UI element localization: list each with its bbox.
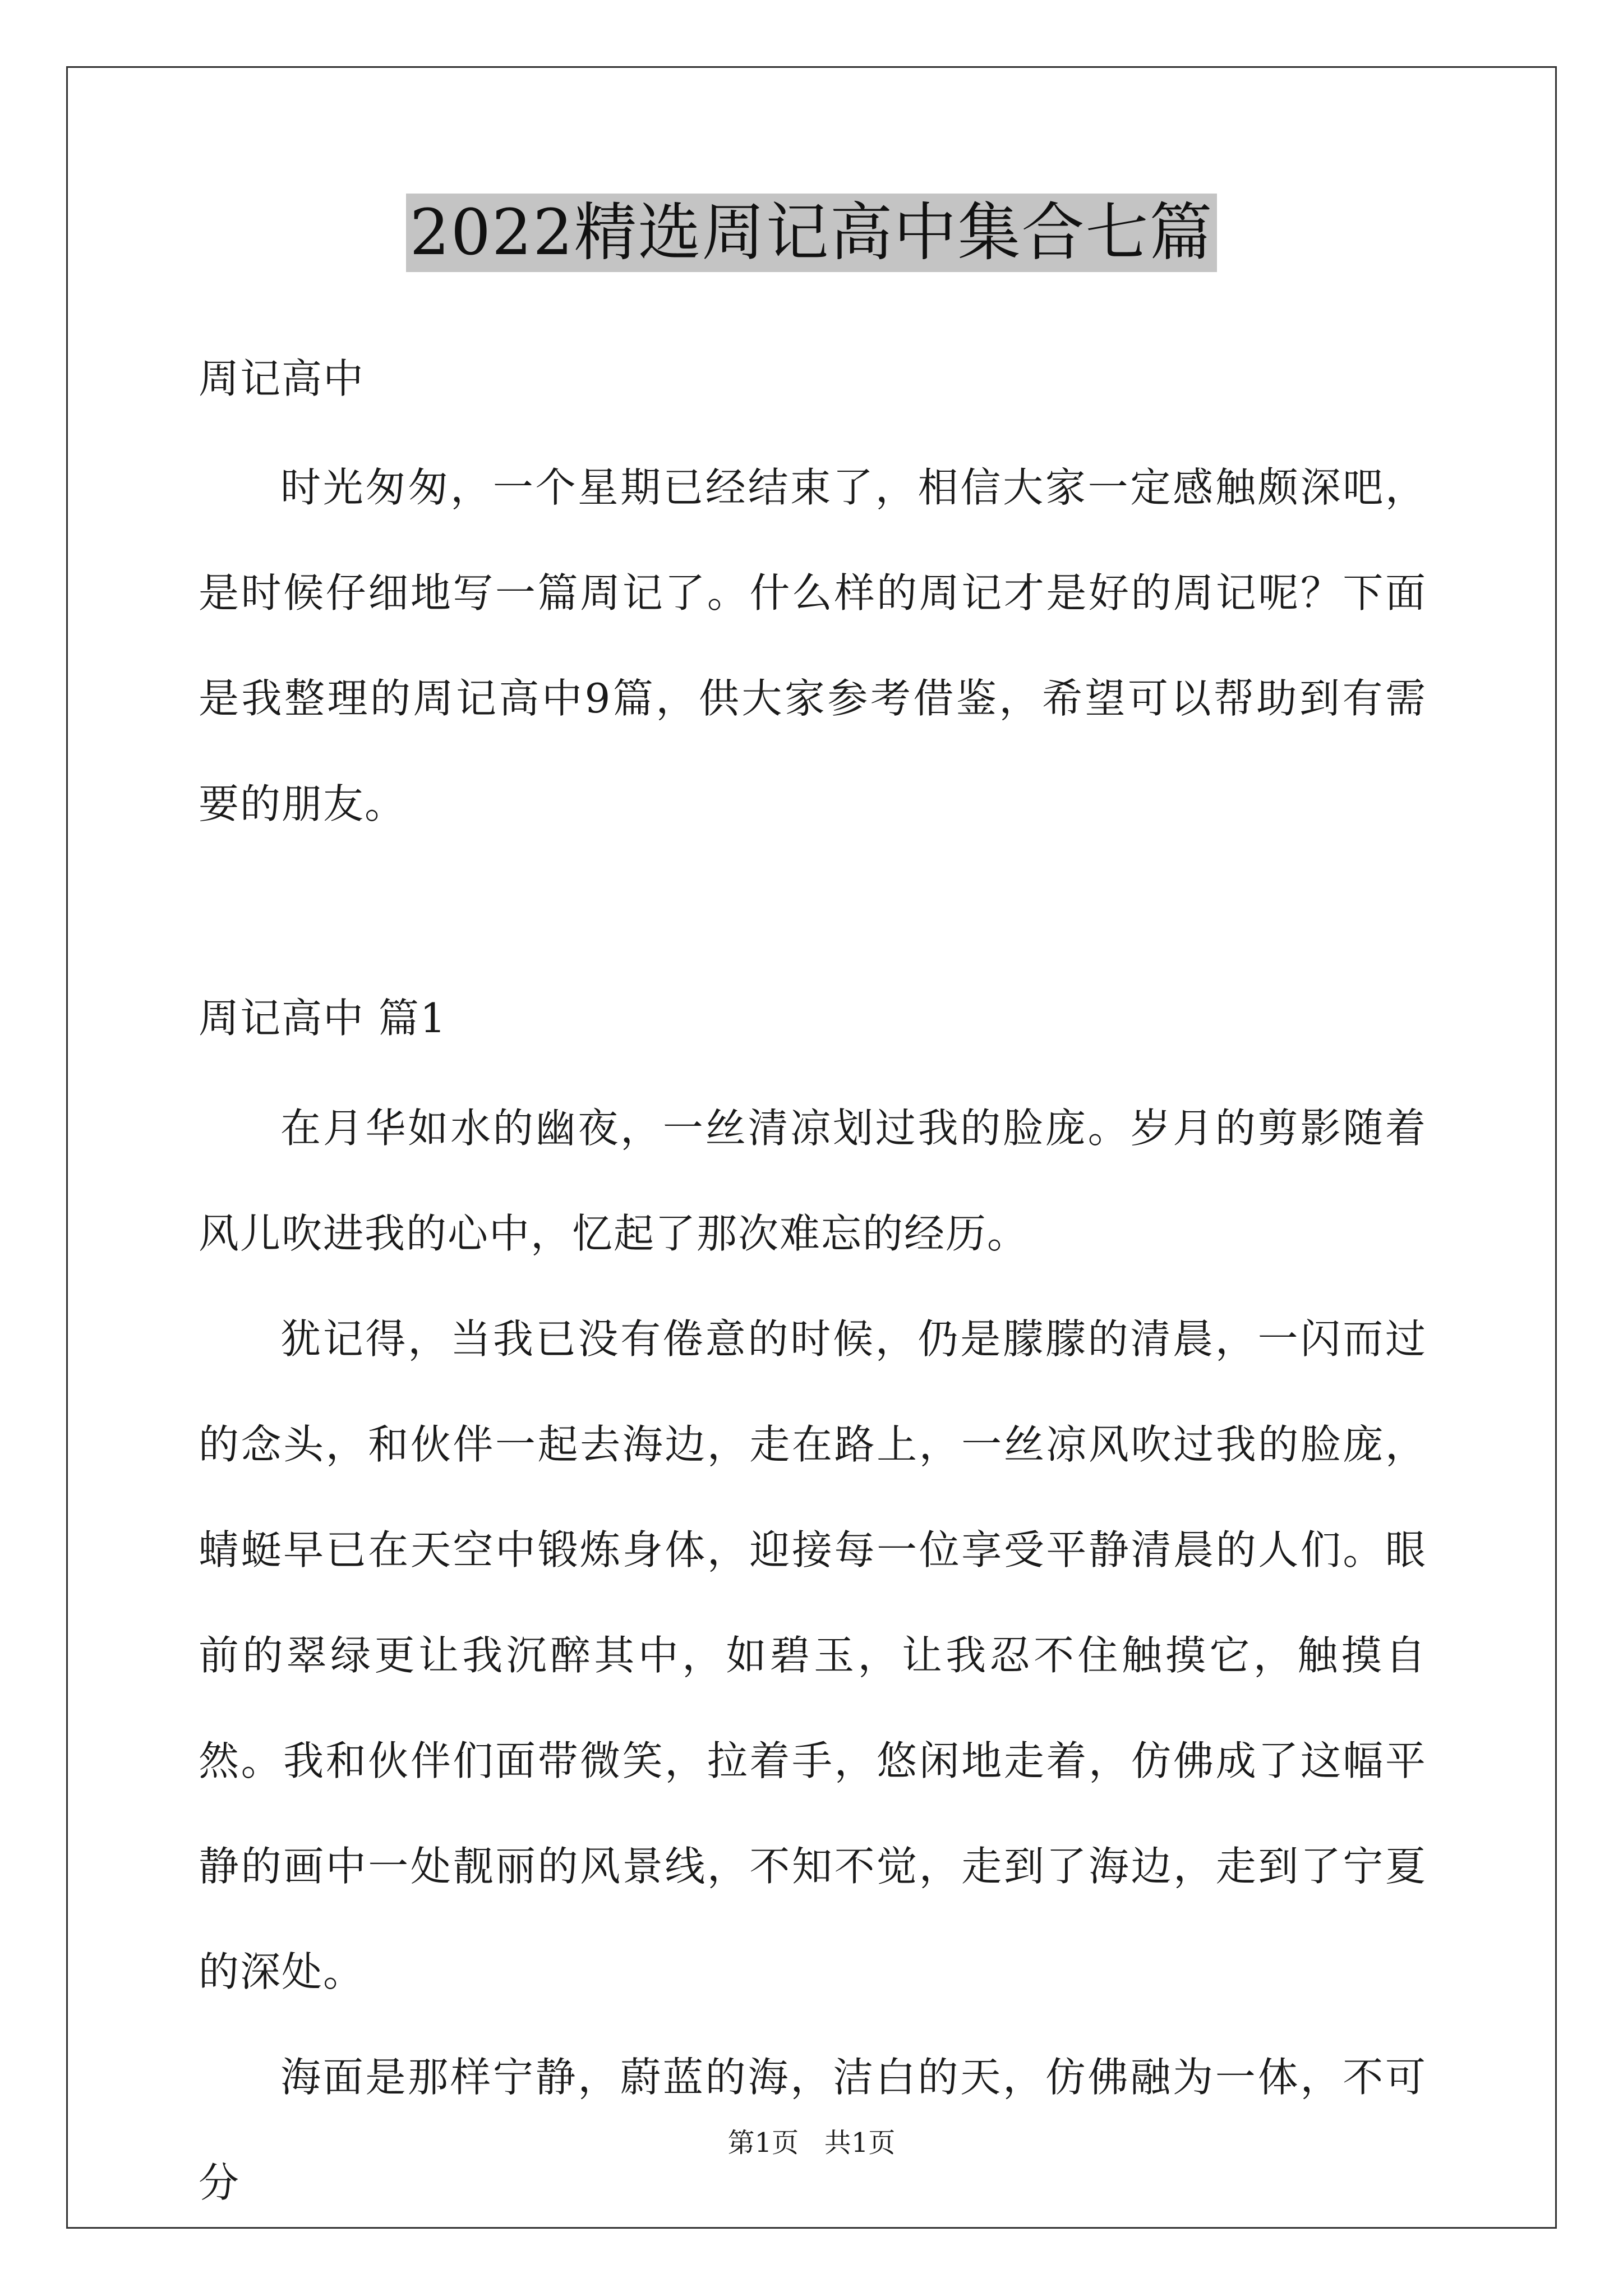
intro-heading: 周记高中 bbox=[199, 355, 365, 402]
intro-paragraph: 时光匆匆，一个星期已经结束了，相信大家一定感触颇深吧，是时候仔细地写一篇周记了。什么样的周记才是好的周记呢？下面是我整理的周记高中9篇，供大家参考借鉴，希望可以帮助到有需要的朋友。 bbox=[199, 464, 1427, 827]
body-paragraph: 海面是那样宁静，蔚蓝的海，洁白的天，仿佛融为一体，不可分 bbox=[199, 2054, 1427, 2206]
body-paragraph: 在月华如水的幽夜，一丝清凉划过我的脸庞。岁月的剪影随着风儿吹进我的心中，忆起了那次难忘的经历。 bbox=[199, 1105, 1427, 1257]
page-footer: 第1页 共1页 bbox=[727, 2127, 896, 2159]
body-paragraph: 犹记得，当我已没有倦意的时候，仍是朦朦的清晨，一闪而过的念头，和伙伴一起去海边，走在路上，一丝凉风吹过我的脸庞，蜻蜓早已在天空中锻炼身体，迎接每一位享受平静清晨的人们。眼前的翠绿更让我沉醉其中，如碧玉，让我忍不住触摸它，触摸自然。我和伙伴们面带微笑，拉着手，悠闲地走着，仿佛成了这幅平静的画中一处靓丽的风景线，不知不觉，走到了海边，走到了宁夏的深处。 bbox=[199, 1315, 1427, 1995]
part1-heading: 周记高中 篇1 bbox=[199, 995, 447, 1042]
title-container bbox=[0, 194, 1623, 272]
part1-heading-block bbox=[199, 993, 1427, 1043]
document-title: 2022精选周记高中集合七篇 bbox=[406, 194, 1216, 272]
part1-body bbox=[199, 1075, 1427, 2235]
intro-heading-block bbox=[199, 353, 1427, 404]
intro-section bbox=[199, 435, 1427, 857]
